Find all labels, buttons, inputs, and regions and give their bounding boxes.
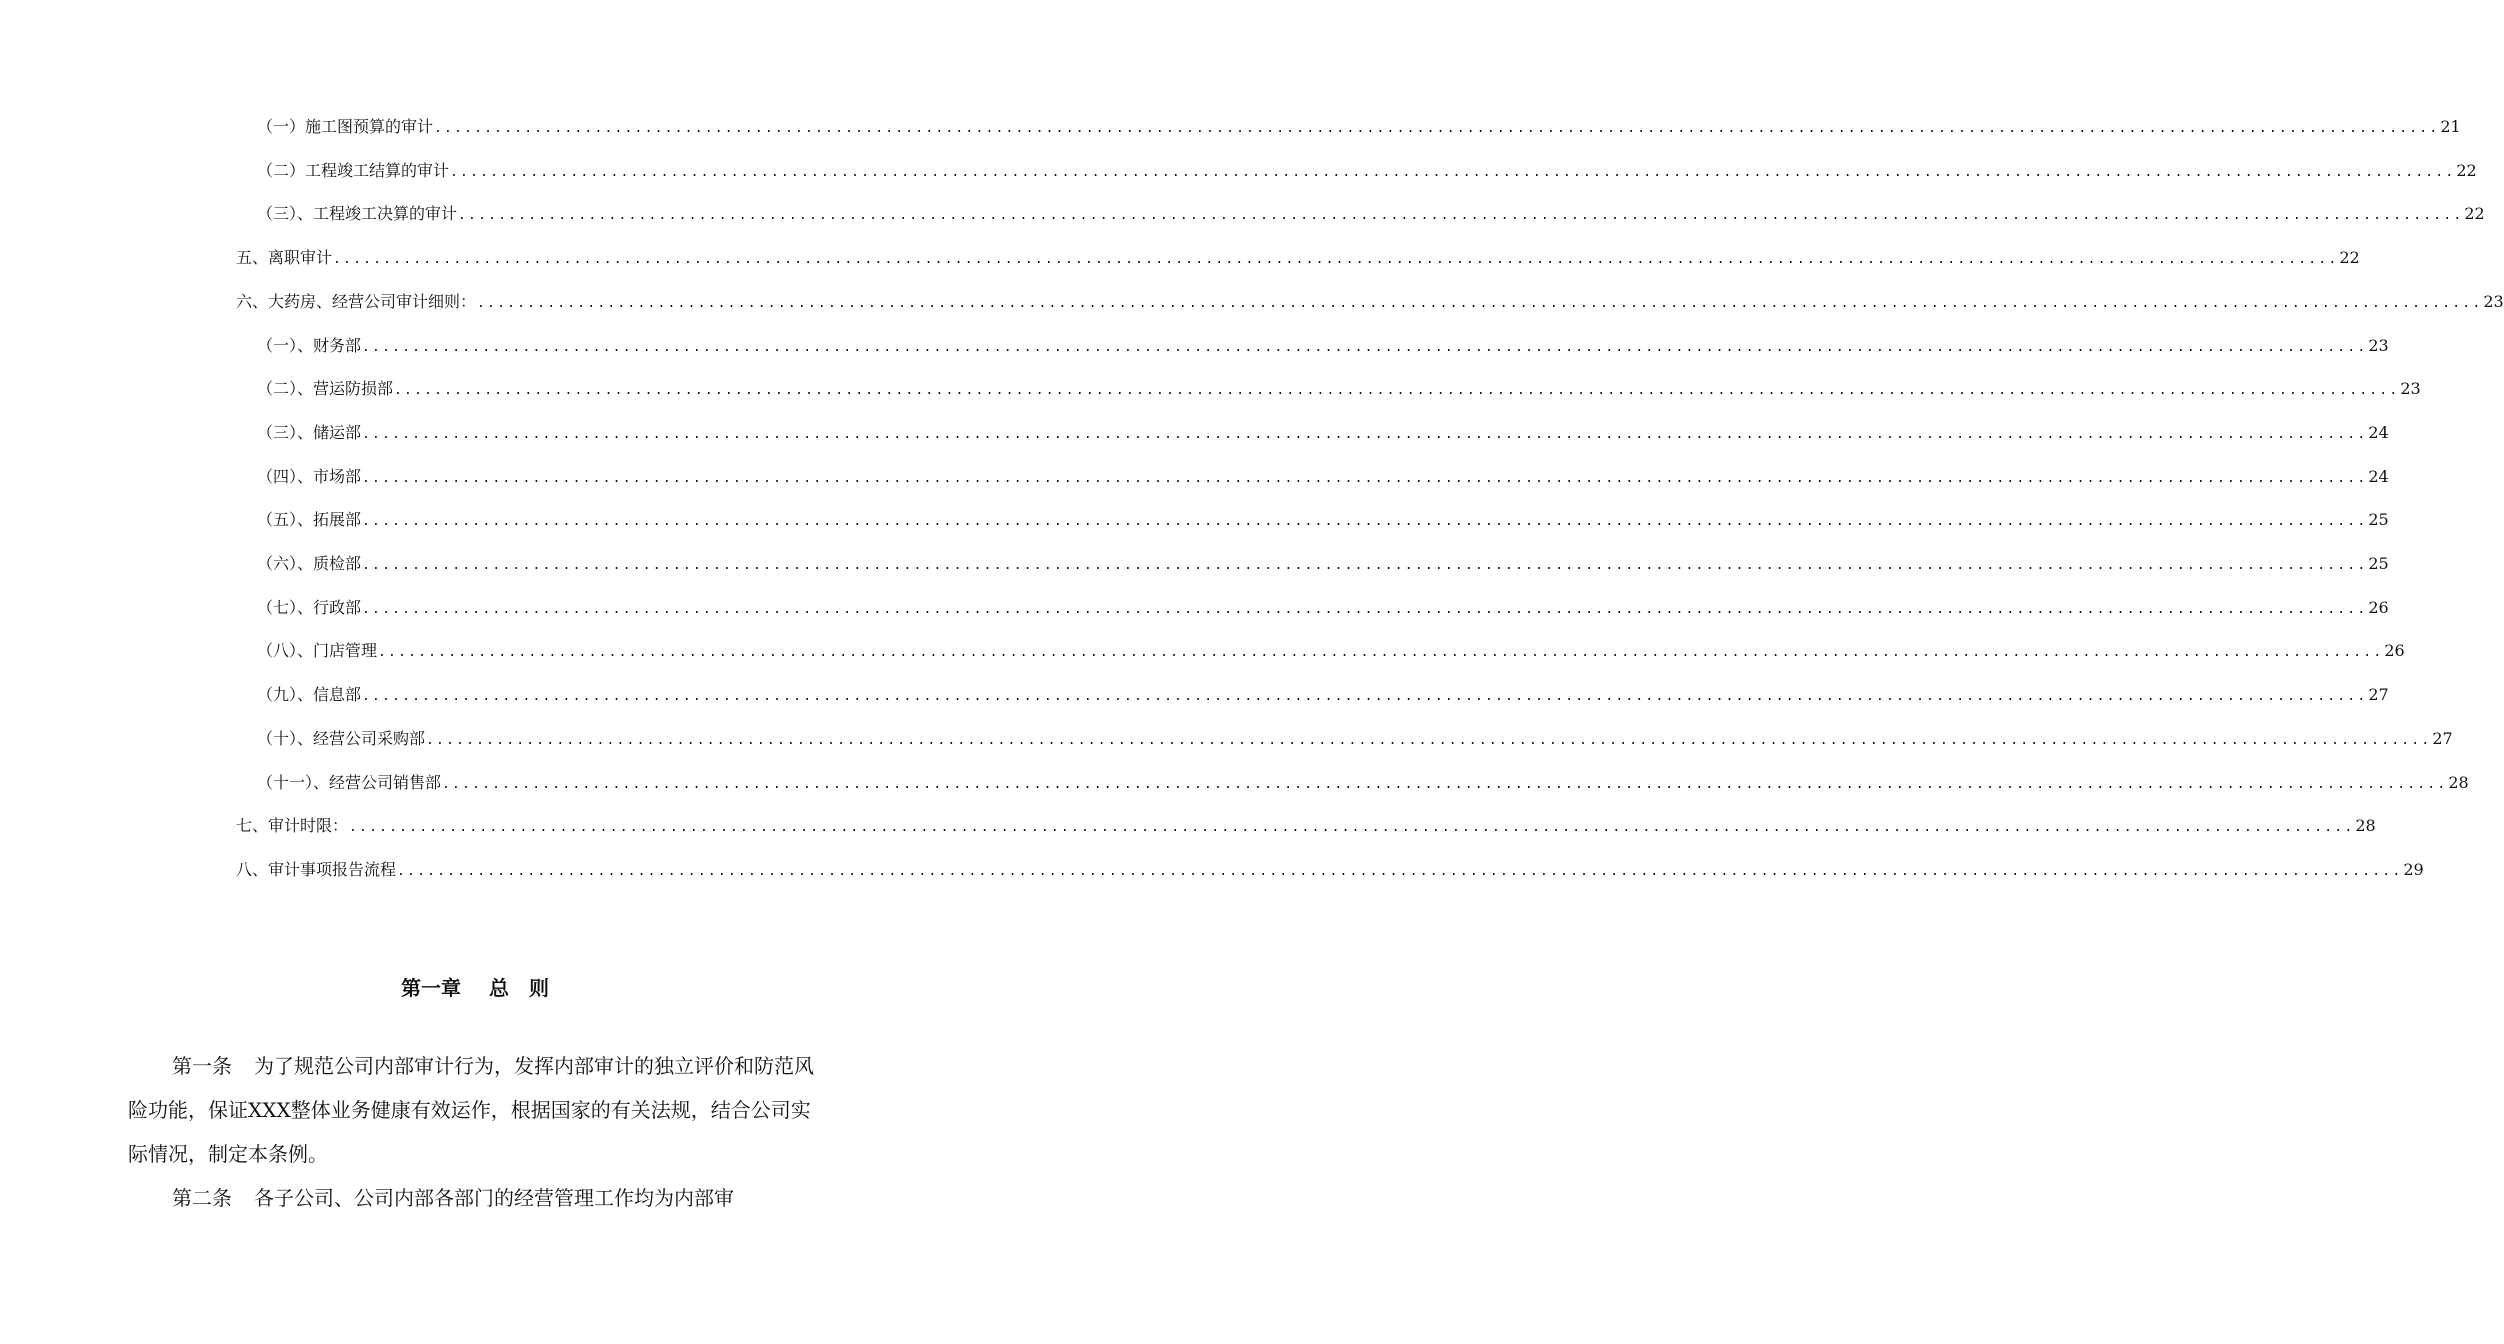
toc-entry[interactable]	[257, 505, 2389, 535]
toc-entry-label: （三）、储运部	[257, 423, 362, 442]
toc-entry[interactable]	[257, 462, 2389, 492]
toc-entry-label: （一）、财务部	[257, 336, 362, 355]
toc-entry-page: 24	[2368, 467, 2389, 486]
toc-entry[interactable]	[257, 331, 2389, 361]
toc-entry-page: 26	[2384, 641, 2405, 660]
toc-entry-page: 27	[2432, 729, 2453, 748]
toc-entry-label: （三）、工程竣工决算的审计	[257, 204, 458, 223]
toc-entry-label: 七、审计时限：	[236, 816, 349, 835]
toc-entry-label: 五、离职审计	[236, 248, 333, 267]
article-1-head: 第一条	[172, 1054, 232, 1078]
toc-entry-label: 八、审计事项报告流程	[236, 860, 397, 879]
toc-entry-page: 29	[2403, 860, 2424, 879]
toc-entry-page: 23	[2368, 336, 2389, 355]
toc-entry-label: 六、大药房、经营公司审计细则：	[236, 292, 477, 311]
toc-entry-label: （二）工程竣工结算的审计	[257, 161, 450, 180]
toc-entry-label: （十）、经营公司采购部	[257, 729, 426, 748]
article-2	[128, 1176, 814, 1220]
toc-entry-label: （五）、拓展部	[257, 510, 362, 529]
toc-entry-page: 28	[2355, 816, 2376, 835]
toc-dot-leader: ........................................................................................................................................................................................................	[397, 864, 2403, 879]
toc-entry-page: 22	[2339, 248, 2360, 267]
article-2-text: 各子公司、公司内部各部门的经营管理工作均为内部审	[254, 1186, 734, 1210]
toc-entry[interactable]	[257, 112, 2461, 142]
article-1-text: 为了规范公司内部审计行为，发挥内部审计的独立评价和防范风险功能，保证XXX整体业务健康有效运作，根据国家的有关法规，结合公司实际情况，制定本条例。	[128, 1054, 814, 1166]
toc-entry-page: 22	[2456, 161, 2477, 180]
toc-entry-page: 25	[2368, 510, 2389, 529]
toc-entry-label: （八）、门店管理	[257, 641, 378, 660]
toc-entry[interactable]	[257, 768, 2469, 798]
toc-entry-label: （二）、营运防损部	[257, 379, 394, 398]
toc-dot-leader: ........................................................................................................................................................................................................	[450, 165, 2456, 180]
toc-entry-page: 23	[2483, 292, 2504, 311]
toc-dot-leader: ........................................................................................................................................................................................................	[378, 645, 2384, 660]
toc-entry[interactable]	[257, 418, 2389, 448]
toc-dot-leader: ........................................................................................................................................................................................................	[458, 208, 2464, 223]
toc-dot-leader: ........................................................................................................................................................................................................	[349, 820, 2355, 835]
toc-dot-leader: ........................................................................................................................................................................................................	[426, 733, 2432, 748]
article-1	[128, 1044, 814, 1176]
toc-entry-page: 21	[2440, 117, 2461, 136]
chapter-heading	[0, 970, 950, 1006]
toc-entry-page: 25	[2368, 554, 2389, 573]
toc-entry[interactable]	[236, 855, 2424, 885]
toc-dot-leader: ........................................................................................................................................................................................................	[362, 602, 2368, 617]
toc-entry[interactable]	[257, 156, 2477, 186]
toc-entry-page: 26	[2368, 598, 2389, 617]
toc-entry-label: （四）、市场部	[257, 467, 362, 486]
toc-dot-leader: ........................................................................................................................................................................................................	[362, 427, 2368, 442]
toc-entry[interactable]	[236, 811, 2376, 841]
toc-dot-leader: ........................................................................................................................................................................................................	[434, 121, 2440, 136]
toc-entry-page: 24	[2368, 423, 2389, 442]
toc-dot-leader: ........................................................................................................................................................................................................	[362, 514, 2368, 529]
toc-entry[interactable]	[257, 680, 2389, 710]
toc-entry-label: （九）、信息部	[257, 685, 362, 704]
chapter-title: 总 则	[489, 976, 549, 1000]
toc-dot-leader: ........................................................................................................................................................................................................	[333, 252, 2339, 267]
toc-entry[interactable]	[257, 199, 2485, 229]
toc-entry[interactable]	[257, 549, 2389, 579]
toc-entry-label: （十一）、经营公司销售部	[257, 773, 442, 792]
toc-dot-leader: ........................................................................................................................................................................................................	[362, 558, 2368, 573]
chapter-number: 第一章	[401, 976, 461, 1000]
toc-dot-leader: ........................................................................................................................................................................................................	[394, 383, 2400, 398]
toc-dot-leader: ........................................................................................................................................................................................................	[362, 471, 2368, 486]
toc-entry-label: （六）、质检部	[257, 554, 362, 573]
toc-entry-page: 23	[2400, 379, 2421, 398]
article-2-head: 第二条	[172, 1186, 232, 1210]
toc-entry[interactable]	[257, 593, 2389, 623]
toc-entry-label: （七）、行政部	[257, 598, 362, 617]
toc-entry[interactable]	[257, 724, 2453, 754]
toc-entry-label: （一）施工图预算的审计	[257, 117, 434, 136]
toc-dot-leader: ........................................................................................................................................................................................................	[362, 340, 2368, 355]
toc-dot-leader: ........................................................................................................................................................................................................	[442, 777, 2448, 792]
toc-dot-leader: ........................................................................................................................................................................................................	[362, 689, 2368, 704]
toc-entry[interactable]	[236, 243, 2360, 273]
toc-entry-page: 28	[2448, 773, 2469, 792]
body-text	[128, 1044, 814, 1220]
toc-entry[interactable]	[236, 287, 2504, 317]
toc-entry-page: 22	[2464, 204, 2485, 223]
toc-entry[interactable]	[257, 374, 2421, 404]
toc-entry-page: 27	[2368, 685, 2389, 704]
toc-dot-leader: ........................................................................................................................................................................................................	[477, 296, 2483, 311]
toc-entry[interactable]	[257, 636, 2405, 666]
